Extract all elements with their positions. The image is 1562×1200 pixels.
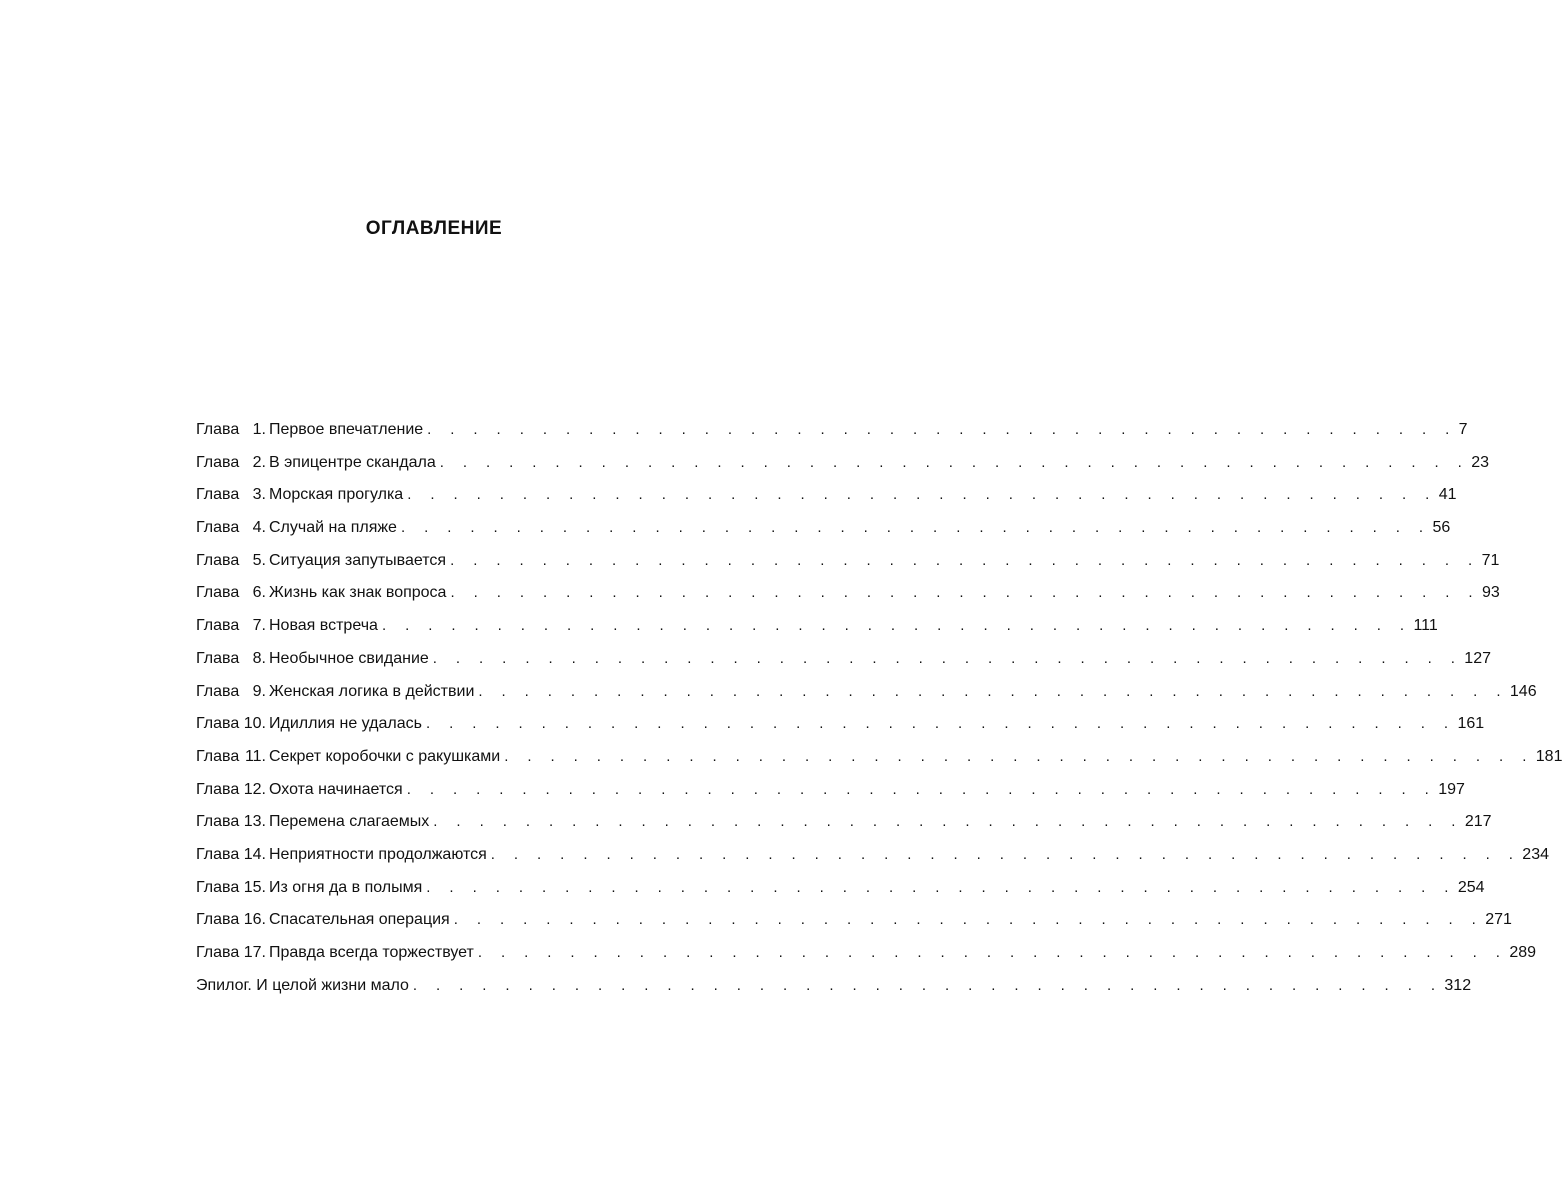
chapter-prefix: Глава <box>196 617 240 635</box>
dot-leader: . . . . . . . . . . . . . . . . . . . . . . . . . . . . . . . . . . . . . . . . . . . . . <box>407 486 1437 504</box>
dot-leader: . . . . . . . . . . . . . . . . . . . . . . . . . . . . . . . . . . . . . . . . . . . . . <box>490 845 1521 863</box>
chapter-title: Случай на пляже <box>269 519 397 537</box>
chapter-prefix: Глава <box>196 682 240 700</box>
page-number: 181 <box>1535 747 1562 765</box>
chapter-prefix: Глава <box>196 421 240 438</box>
page-number: 146 <box>1509 682 1537 700</box>
toc-entry[interactable] <box>196 481 1457 514</box>
chapter-prefix: Глава <box>196 649 240 667</box>
chapter-number: 8. <box>252 649 266 667</box>
toc-entry[interactable] <box>196 776 1465 809</box>
toc-entry[interactable] <box>196 841 1549 874</box>
toc-entry-epilog[interactable] <box>196 972 1472 1005</box>
toc-entry[interactable] <box>196 808 1492 841</box>
chapter-prefix: Глава <box>196 715 240 733</box>
chapter-title: Первое впечатление <box>269 421 424 438</box>
chapter-prefix: Глава <box>196 780 240 798</box>
dot-leader: . . . . . . . . . . . . . . . . . . . . . . . . . . . . . . . . . . . . . . . . . . . . . <box>400 519 1431 537</box>
epilog-title: Эпилог. И целой жизни мало <box>196 976 409 994</box>
chapter-prefix: Глава <box>196 584 240 602</box>
page-number: 271 <box>1485 911 1512 929</box>
chapter-number: 2. <box>252 453 266 471</box>
chapter-number: 15. <box>243 878 266 896</box>
chapter-title: Ситуация запутывается <box>269 551 447 569</box>
chapter-number: 10. <box>243 715 266 733</box>
chapter-number: 4. <box>252 519 266 537</box>
page-number: 312 <box>1444 976 1472 994</box>
chapter-title: Правда всегда торжествует <box>269 944 474 961</box>
page-title: ОГЛАВЛЕНИЕ <box>365 218 503 239</box>
chapter-number: 7. <box>252 617 266 635</box>
chapter-title: Секрет коробочки с ракушками <box>269 747 501 765</box>
toc-entry[interactable] <box>196 514 1451 547</box>
page-number: 254 <box>1457 878 1485 896</box>
toc-entry[interactable] <box>196 678 1537 711</box>
page-number: 111 <box>1413 617 1438 635</box>
page-number: 7 <box>1458 421 1468 438</box>
chapter-title: Необычное свидание <box>269 649 429 667</box>
toc-entry[interactable] <box>196 612 1438 645</box>
chapter-prefix: Глава <box>196 878 240 896</box>
dot-leader: . . . . . . . . . . . . . . . . . . . . . . . . . . . . . . . . . . . . . . . . . . . . . <box>433 813 1463 831</box>
toc-entry[interactable] <box>196 416 1468 449</box>
chapter-title: Морская прогулка <box>269 486 404 504</box>
toc-entry[interactable] <box>196 645 1491 678</box>
dot-leader: . . . . . . . . . . . . . . . . . . . . . . . . . . . . . . . . . . . . . . . . . . . . . <box>439 453 1470 471</box>
dot-leader: . . . . . . . . . . . . . . . . . . . . . . . . . . . . . . . . . . . . . . . . . . . . . <box>504 747 1534 765</box>
dot-leader: . . . . . . . . . . . . . . . . . . . . . . . . . . . . . . . . . . . . . . . . . . . . . <box>425 715 1456 733</box>
toc-entry[interactable] <box>196 547 1500 580</box>
page-number: 161 <box>1457 715 1485 733</box>
page-number: 234 <box>1522 845 1549 863</box>
chapter-number: 6. <box>252 584 266 602</box>
chapter-prefix: Глава <box>196 453 240 471</box>
chapter-number: 17. <box>243 944 266 961</box>
toc-entry[interactable] <box>196 906 1512 939</box>
toc-entry[interactable] <box>196 579 1500 612</box>
chapter-prefix: Глава <box>196 944 240 961</box>
chapter-number: 13. <box>243 813 266 831</box>
toc-entry[interactable] <box>196 939 1537 972</box>
dot-leader: . . . . . . . . . . . . . . . . . . . . . . . . . . . . . . . . . . . . . . . . . . . . . <box>427 421 1457 438</box>
chapter-title: Охота начинается <box>269 780 403 798</box>
chapter-title: Перемена слагаемых <box>269 813 430 831</box>
chapter-number: 12. <box>243 780 266 798</box>
page-number: 56 <box>1432 519 1451 537</box>
chapter-prefix: Глава <box>196 519 240 537</box>
chapter-title: В эпицентре скандала <box>269 453 436 471</box>
dot-leader: . . . . . . . . . . . . . . . . . . . . . . . . . . . . . . . . . . . . . . . . . . . . . <box>426 878 1456 896</box>
toc-entry[interactable] <box>196 710 1485 743</box>
page-number: 289 <box>1509 944 1537 961</box>
page-number: 217 <box>1464 813 1492 831</box>
dot-leader: . . . . . . . . . . . . . . . . . . . . . . . . . . . . . . . . . . . . . . . . . . . . . <box>406 780 1437 798</box>
chapter-prefix: Глава <box>196 813 240 831</box>
page-number: 23 <box>1471 453 1490 471</box>
chapter-number: 9. <box>252 682 266 700</box>
dot-leader: . . . . . . . . . . . . . . . . . . . . . . . . . . . . . . . . . . . . . . . . . . . . . <box>478 682 1508 700</box>
chapter-prefix: Глава <box>196 747 240 765</box>
chapter-prefix: Глава <box>196 911 240 929</box>
page-number: 197 <box>1438 780 1465 798</box>
dot-leader: . . . . . . . . . . . . . . . . . . . . . . . . . . . . . . . . . . . . . . . . . . . . . <box>432 649 1463 667</box>
chapter-number: 1. <box>252 421 266 438</box>
chapter-prefix: Глава <box>196 486 240 504</box>
dot-leader: . . . . . . . . . . . . . . . . . . . . . . . . . . . . . . . . . . . . . . . . . . . . . <box>450 551 1480 569</box>
chapter-number: 14. <box>243 845 266 863</box>
chapter-prefix: Глава <box>196 551 240 569</box>
table-of-contents <box>196 416 1562 1004</box>
chapter-title: Идиллия не удалась <box>269 715 422 733</box>
dot-leader: . . . . . . . . . . . . . . . . . . . . . . . . . . . . . . . . . . . . . . . . . . . . . <box>453 911 1484 929</box>
chapter-title: Новая встреча <box>269 617 378 635</box>
toc-entry[interactable] <box>196 449 1490 482</box>
page-number: 41 <box>1438 486 1457 504</box>
chapter-title: Неприятности продолжаются <box>269 845 487 863</box>
chapter-title: Из огня да в полымя <box>269 878 423 896</box>
toc-entry[interactable] <box>196 874 1485 907</box>
dot-leader: . . . . . . . . . . . . . . . . . . . . . . . . . . . . . . . . . . . . . . . . . . . . . <box>450 584 1480 602</box>
toc-entry[interactable] <box>196 743 1562 776</box>
page-number: 93 <box>1481 584 1500 602</box>
dot-leader: . . . . . . . . . . . . . . . . . . . . . . . . . . . . . . . . . . . . . . . . . . . . . <box>381 617 1412 635</box>
dot-leader: . . . . . . . . . . . . . . . . . . . . . . . . . . . . . . . . . . . . . . . . . . . . . <box>477 944 1508 961</box>
chapter-number: 16. <box>243 911 266 929</box>
chapter-number: 5. <box>252 551 266 569</box>
chapter-prefix: Глава <box>196 845 240 863</box>
chapter-title: Спасательная операция <box>269 911 450 929</box>
chapter-title: Женская логика в действии <box>269 682 475 700</box>
chapter-number: 3. <box>252 486 266 504</box>
page-number: 71 <box>1481 551 1500 569</box>
dot-leader: . . . . . . . . . . . . . . . . . . . . . . . . . . . . . . . . . . . . . . . . . . . . . <box>412 976 1443 994</box>
chapter-title: Жизнь как знак вопроса <box>269 584 447 602</box>
page-number: 127 <box>1464 649 1491 667</box>
chapter-number: 11. <box>244 747 266 765</box>
